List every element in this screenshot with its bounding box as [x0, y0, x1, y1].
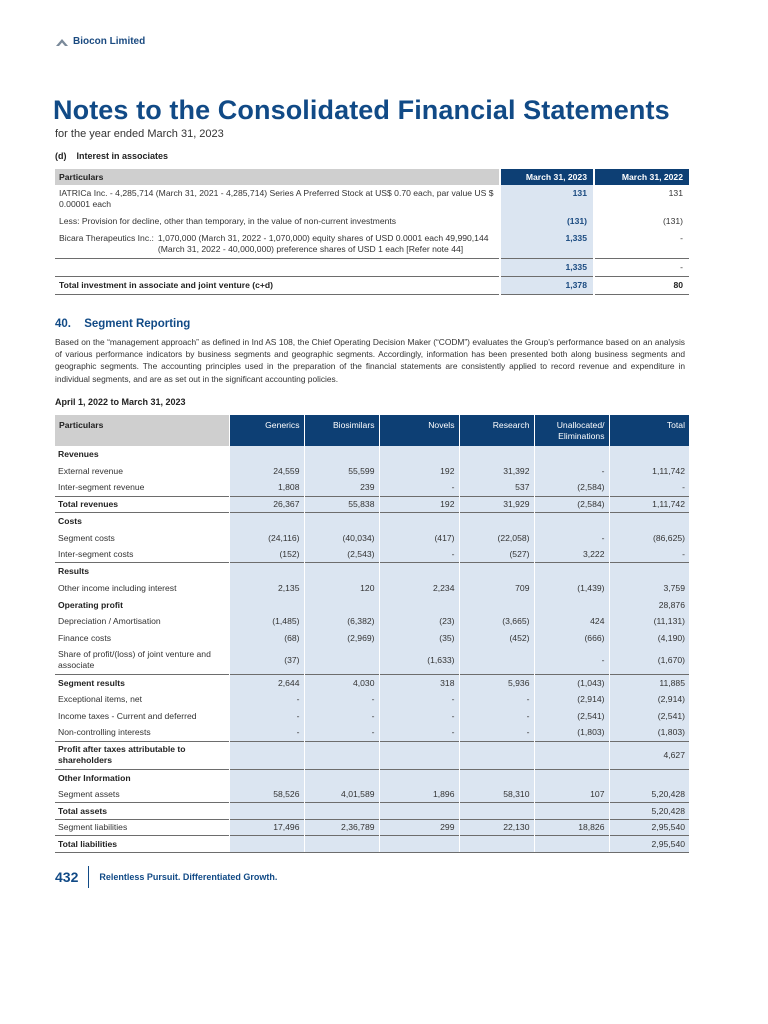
table-row	[55, 230, 689, 259]
row-label: Operating profit	[58, 599, 123, 610]
cell-value	[229, 513, 304, 530]
table-row	[55, 185, 689, 213]
cell-value: 192	[379, 496, 459, 513]
cell-current-year: 1,378	[500, 277, 594, 295]
row-label: Total assets	[55, 802, 229, 819]
cell-value: 318	[379, 674, 459, 691]
cell-value: 58,310	[459, 786, 534, 803]
cell-value: (527)	[459, 546, 534, 563]
row-label: IATRICa Inc. - 4,285,714 (March 31, 2021 - 4,285,714) Series A Preferred Stock at US$ 0.70 each, par value US $ 0.00001 each	[59, 188, 494, 209]
cell-value: 2,234	[379, 580, 459, 597]
cell-value	[534, 769, 609, 786]
cell-value: (1,485)	[229, 613, 304, 630]
cell-value: 24,559	[229, 463, 304, 480]
cell-value: 5,20,428	[609, 802, 689, 819]
col-header-novels: Novels	[379, 415, 459, 446]
cell-value: (152)	[229, 546, 304, 563]
cell-value: 239	[304, 479, 379, 496]
cell-value: -	[459, 708, 534, 725]
table-row	[55, 630, 689, 647]
cell-value: (1,670)	[609, 646, 689, 674]
page-footer	[55, 866, 277, 888]
cell-previous-year: -	[594, 230, 689, 259]
cell-value: (452)	[459, 630, 534, 647]
table-row	[55, 819, 689, 836]
row-label: Segment liabilities	[55, 819, 229, 836]
cell-current-year: (131)	[500, 213, 594, 230]
cell-value	[229, 446, 304, 463]
section-number: 40.	[55, 318, 71, 330]
cell-value: 3,759	[609, 580, 689, 597]
cell-value: 424	[534, 613, 609, 630]
cell-value	[609, 769, 689, 786]
row-label: Share of profit/(loss) of joint venture and associate	[58, 649, 211, 670]
table-row	[55, 769, 689, 786]
associates-table	[55, 169, 689, 295]
cell-value	[459, 596, 534, 613]
cell-value	[229, 802, 304, 819]
cell-value: -	[379, 708, 459, 725]
cell-value	[459, 513, 534, 530]
cell-value: 31,392	[459, 463, 534, 480]
cell-value: -	[379, 479, 459, 496]
cell-value: -	[459, 724, 534, 741]
row-label: Costs	[55, 513, 229, 530]
cell-value: 18,826	[534, 819, 609, 836]
cell-value	[609, 563, 689, 580]
cell-value: 709	[459, 580, 534, 597]
table-row	[55, 646, 689, 674]
cell-value: -	[304, 724, 379, 741]
col-header-previous-year: March 31, 2022	[594, 169, 689, 185]
cell-value	[379, 836, 459, 853]
cell-value: -	[304, 708, 379, 725]
cell-value	[304, 769, 379, 786]
cell-value: (1,439)	[534, 580, 609, 597]
cell-value: (6,382)	[304, 613, 379, 630]
row-label: Non-controlling interests	[58, 727, 151, 738]
cell-value: -	[609, 479, 689, 496]
table-row	[55, 596, 689, 613]
cell-value: 26,367	[229, 496, 304, 513]
cell-value: (1,043)	[534, 674, 609, 691]
cell-previous-year: (131)	[594, 213, 689, 230]
row-label: Results	[55, 563, 229, 580]
cell-current-year: 1,335	[500, 230, 594, 259]
cell-value	[304, 802, 379, 819]
cell-value	[609, 513, 689, 530]
cell-value: (22,058)	[459, 529, 534, 546]
cell-value: 537	[459, 479, 534, 496]
row-label: Inter-segment revenue	[58, 482, 145, 493]
cell-value: (1,803)	[534, 724, 609, 741]
cell-previous-year: 80	[594, 277, 689, 295]
cell-value	[459, 802, 534, 819]
cell-value	[534, 563, 609, 580]
cell-value: (2,914)	[609, 691, 689, 708]
cell-value	[459, 741, 534, 769]
cell-value: 2,36,789	[304, 819, 379, 836]
cell-value: 192	[379, 463, 459, 480]
cell-value: (417)	[379, 529, 459, 546]
cell-value	[379, 513, 459, 530]
table-row	[55, 691, 689, 708]
table-row	[55, 563, 689, 580]
segment-table	[55, 415, 689, 853]
cell-current-year: 131	[500, 185, 594, 213]
table-row	[55, 802, 689, 819]
table-row	[55, 674, 689, 691]
cell-value	[534, 513, 609, 530]
row-label: Total investment in associate and joint venture (c+d)	[55, 277, 500, 295]
table-row	[55, 724, 689, 741]
cell-value	[534, 596, 609, 613]
cell-value	[304, 596, 379, 613]
row-label	[55, 259, 500, 277]
page-title: Notes to the Consolidated Financial Statements	[53, 95, 670, 125]
page-number: 432	[55, 869, 79, 885]
table-row	[55, 513, 689, 530]
biocon-logo-icon	[55, 37, 69, 47]
brand-header	[55, 36, 145, 47]
row-label	[55, 230, 500, 259]
cell-value: 22,130	[459, 819, 534, 836]
cell-value: 2,95,540	[609, 836, 689, 853]
cell-value: (1,803)	[609, 724, 689, 741]
row-label: Income taxes - Current and deferred	[58, 710, 197, 721]
table-row	[55, 836, 689, 853]
row-label: Inter-segment costs	[58, 549, 134, 560]
cell-value	[304, 446, 379, 463]
col-header-generics: Generics	[229, 415, 304, 446]
cell-value: 58,526	[229, 786, 304, 803]
col-header-particulars: Particulars	[55, 169, 500, 185]
table-row	[55, 580, 689, 597]
cell-value	[304, 513, 379, 530]
cell-value: -	[534, 463, 609, 480]
table-row	[55, 496, 689, 513]
cell-value: (68)	[229, 630, 304, 647]
footer-tagline: Relentless Pursuit. Differentiated Growth.	[99, 872, 278, 882]
cell-value	[304, 563, 379, 580]
col-header-particulars: Particulars	[55, 415, 229, 446]
cell-value: 2,644	[229, 674, 304, 691]
row-label: Finance costs	[58, 632, 112, 643]
table-row	[55, 213, 689, 230]
cell-value: 299	[379, 819, 459, 836]
period-heading: April 1, 2022 to March 31, 2023	[55, 397, 186, 407]
segment-header-row	[55, 415, 689, 446]
associates-header-row	[55, 169, 689, 185]
row-label: Revenues	[58, 449, 99, 460]
cell-value: 1,896	[379, 786, 459, 803]
cell-value: 28,876	[609, 596, 689, 613]
cell-value: (24,116)	[229, 529, 304, 546]
col-header-current-year: March 31, 2023	[500, 169, 594, 185]
footer-divider	[88, 866, 89, 888]
cell-value: (3,665)	[459, 613, 534, 630]
cell-value: -	[229, 691, 304, 708]
row-label: Segment results	[55, 674, 229, 691]
associates-heading: (d) Interest in associates	[55, 151, 169, 161]
cell-value: 5,936	[459, 674, 534, 691]
cell-value: 11,885	[609, 674, 689, 691]
table-row	[55, 546, 689, 563]
cell-value	[379, 769, 459, 786]
cell-value: -	[534, 646, 609, 674]
cell-value: (2,541)	[534, 708, 609, 725]
cell-value: (40,034)	[304, 529, 379, 546]
row-label: Segment assets	[58, 788, 120, 799]
cell-value	[379, 741, 459, 769]
cell-value	[459, 563, 534, 580]
cell-value: 4,01,589	[304, 786, 379, 803]
row-label: Segment costs	[58, 532, 115, 543]
cell-value: 5,20,428	[609, 786, 689, 803]
cell-value: 107	[534, 786, 609, 803]
total-row	[55, 277, 689, 295]
cell-value: 3,222	[534, 546, 609, 563]
col-header-research: Research	[459, 415, 534, 446]
cell-value: -	[379, 724, 459, 741]
bicara-description: 1,070,000 (March 31, 2022 - 1,070,000) equity shares of USD 0.0001 each 49,990,144 (March 31, 2022 - 40,000,000) preference shares of USD 1 each [Refer note 44]	[157, 233, 489, 254]
cell-value	[229, 769, 304, 786]
row-label: Other income including interest	[58, 582, 177, 593]
cell-value: (2,914)	[534, 691, 609, 708]
cell-value: (86,625)	[609, 529, 689, 546]
row-label: Depreciation / Amortisation	[58, 616, 161, 627]
cell-value	[304, 741, 379, 769]
row-label: External revenue	[58, 466, 123, 477]
cell-value	[459, 769, 534, 786]
table-row	[55, 529, 689, 546]
cell-value: (4,190)	[609, 630, 689, 647]
cell-value	[229, 741, 304, 769]
table-row	[55, 741, 689, 769]
cell-value	[459, 646, 534, 674]
cell-value: (11,131)	[609, 613, 689, 630]
cell-value: 2,95,540	[609, 819, 689, 836]
cell-value	[379, 446, 459, 463]
cell-value	[379, 563, 459, 580]
cell-value: (2,541)	[609, 708, 689, 725]
cell-value: 4,627	[609, 741, 689, 769]
cell-previous-year: -	[594, 259, 689, 277]
cell-value: -	[379, 691, 459, 708]
row-label: Other Information	[55, 769, 229, 786]
cell-value: 1,11,742	[609, 463, 689, 480]
cell-value	[304, 646, 379, 674]
table-row	[55, 463, 689, 480]
cell-value	[379, 596, 459, 613]
bicara-label: Bicara Therapeutics Inc.:	[59, 233, 154, 243]
cell-value: -	[229, 708, 304, 725]
cell-value: -	[459, 691, 534, 708]
row-label: Total revenues	[55, 496, 229, 513]
section-title: Segment Reporting	[84, 318, 191, 330]
cell-value: 1,11,742	[609, 496, 689, 513]
company-name: Biocon Limited	[73, 36, 146, 47]
col-header-biosimilars: Biosimilars	[304, 415, 379, 446]
cell-previous-year: 131	[594, 185, 689, 213]
cell-value	[534, 741, 609, 769]
cell-value: 17,496	[229, 819, 304, 836]
cell-value: (2,543)	[304, 546, 379, 563]
row-label: Total liabilities	[55, 836, 229, 853]
cell-value: (666)	[534, 630, 609, 647]
cell-current-year: 1,335	[500, 259, 594, 277]
cell-value: -	[229, 724, 304, 741]
cell-value: (1,633)	[379, 646, 459, 674]
table-row	[55, 786, 689, 803]
cell-value	[379, 802, 459, 819]
cell-value	[459, 446, 534, 463]
row-label: Profit after taxes attributable to shareholders	[55, 741, 229, 769]
cell-value: -	[304, 691, 379, 708]
cell-value: 31,929	[459, 496, 534, 513]
cell-value: -	[609, 546, 689, 563]
cell-value	[229, 563, 304, 580]
cell-value	[229, 596, 304, 613]
cell-value	[609, 446, 689, 463]
col-header-total: Total	[609, 415, 689, 446]
page-subtitle: for the year ended March 31, 2023	[55, 128, 224, 140]
cell-value	[534, 836, 609, 853]
table-row	[55, 446, 689, 463]
cell-value	[534, 802, 609, 819]
cell-value: 4,030	[304, 674, 379, 691]
cell-value: (2,584)	[534, 479, 609, 496]
cell-value: 1,808	[229, 479, 304, 496]
cell-value: 55,838	[304, 496, 379, 513]
cell-value	[304, 836, 379, 853]
cell-value: -	[534, 529, 609, 546]
cell-value	[459, 836, 534, 853]
row-label: Exceptional items, net	[58, 694, 143, 705]
table-row	[55, 479, 689, 496]
cell-value: (23)	[379, 613, 459, 630]
cell-value	[534, 446, 609, 463]
cell-value: -	[379, 546, 459, 563]
col-header-unallocated: Unallocated/ Eliminations	[534, 415, 609, 446]
cell-value: 120	[304, 580, 379, 597]
cell-value: (37)	[229, 646, 304, 674]
segment-heading	[55, 318, 190, 330]
cell-value: 2,135	[229, 580, 304, 597]
table-row	[55, 708, 689, 725]
cell-value: 55,599	[304, 463, 379, 480]
segment-paragraph: Based on the “management approach” as defined in Ind AS 108, the Chief Operating Decision Maker (“CODM”) evaluates the Group’s performance based on an analysis of various performance indicators by business segments and geographic segments. Accordingly, information has been presented both along business segments and geographic segments. The accounting principles used in the preparation of the financial statements are consistently applied to record revenue and expenditure in individual segments, and are as set out in the significant accounting policies.	[55, 337, 685, 384]
row-label: Less: Provision for decline, other than temporary, in the value of non-current investments	[59, 216, 397, 226]
cell-value: (2,969)	[304, 630, 379, 647]
cell-value: (2,584)	[534, 496, 609, 513]
subtotal-row	[55, 259, 689, 277]
cell-value	[229, 836, 304, 853]
cell-value: (35)	[379, 630, 459, 647]
table-row	[55, 613, 689, 630]
